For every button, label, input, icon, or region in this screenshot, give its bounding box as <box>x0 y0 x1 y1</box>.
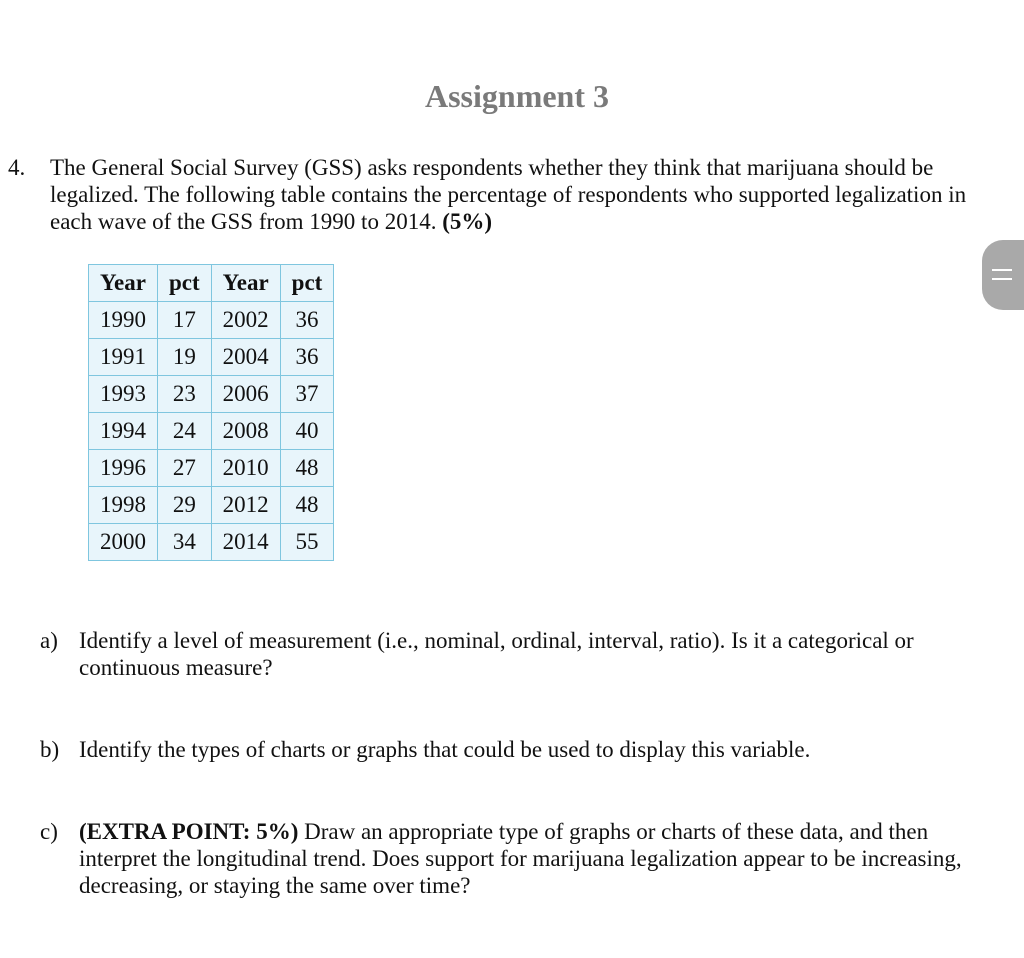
table-cell: 1993 <box>89 376 158 413</box>
table-header-row <box>89 265 334 302</box>
table-row <box>89 524 334 561</box>
table-cell: 19 <box>158 339 212 376</box>
question-text-block <box>50 154 1008 235</box>
table-cell: 48 <box>280 450 334 487</box>
table-row <box>89 487 334 524</box>
subquestion-b-text: Identify the types of charts or graphs that could be used to display this variable. <box>79 737 811 762</box>
table-cell: 29 <box>158 487 212 524</box>
table-cell: 2004 <box>211 339 280 376</box>
table-cell: 34 <box>158 524 212 561</box>
table-row <box>89 450 334 487</box>
table-cell: 2014 <box>211 524 280 561</box>
subquestion-c-bold: (EXTRA POINT: 5%) <box>79 819 299 844</box>
table-cell: 2010 <box>211 450 280 487</box>
subquestion-a-label: a) <box>40 628 58 653</box>
subquestion-b <box>40 736 1000 763</box>
table-cell: 55 <box>280 524 334 561</box>
table-cell: 48 <box>280 487 334 524</box>
table-cell: 2000 <box>89 524 158 561</box>
table-cell: 2002 <box>211 302 280 339</box>
table-cell: 17 <box>158 302 212 339</box>
table-cell: 1990 <box>89 302 158 339</box>
table-cell: 1998 <box>89 487 158 524</box>
drag-handle-line <box>992 269 1012 271</box>
header-pct-1: pct <box>158 265 212 302</box>
table-cell: 37 <box>280 376 334 413</box>
table-cell: 36 <box>280 339 334 376</box>
subquestion-c-label: c) <box>40 819 58 844</box>
table-row <box>89 413 334 450</box>
header-year-2: Year <box>211 265 280 302</box>
header-year-1: Year <box>89 265 158 302</box>
subquestion-a-text: Identify a level of measurement (i.e., nominal, ordinal, interval, ratio). Is it a categorical or continuous measure? <box>79 628 914 680</box>
table-cell: 2006 <box>211 376 280 413</box>
table-cell: 27 <box>158 450 212 487</box>
table-cell: 24 <box>158 413 212 450</box>
question-weight: (5%) <box>442 209 493 234</box>
question-text: The General Social Survey (GSS) asks respondents whether they think that marijuana should be legalized. The following table contains the percentage of respondents who supported legalization in each wave of the GSS from 1990 to 2014. <box>50 155 967 234</box>
table-row <box>89 302 334 339</box>
table-cell: 36 <box>280 302 334 339</box>
page-title: Assignment 3 <box>424 78 609 114</box>
table-cell: 1991 <box>89 339 158 376</box>
table-row <box>89 376 334 413</box>
table-cell: 40 <box>280 413 334 450</box>
subquestion-b-label: b) <box>40 737 60 762</box>
question-number: 4. <box>8 155 26 180</box>
data-table <box>88 264 334 561</box>
drag-handle-line <box>992 278 1012 280</box>
table-cell: 2012 <box>211 487 280 524</box>
subquestion-a <box>40 627 1000 681</box>
table-cell: 1994 <box>89 413 158 450</box>
table-cell: 23 <box>158 376 212 413</box>
table-cell: 2008 <box>211 413 280 450</box>
table-cell: 1996 <box>89 450 158 487</box>
table-row <box>89 339 334 376</box>
question-4 <box>8 154 1008 235</box>
subquestion-c-text: Draw an appropriate type of graphs or charts of these data, and then interpret the longitudinal trend. Does support for marijuana legalization appear to be increasing, decreasing, or staying the same over time? <box>79 819 962 898</box>
subquestion-c-text-block <box>79 818 1000 899</box>
header-pct-2: pct <box>280 265 334 302</box>
drag-handle-icon[interactable] <box>982 240 1024 310</box>
subquestion-c <box>40 818 1000 899</box>
